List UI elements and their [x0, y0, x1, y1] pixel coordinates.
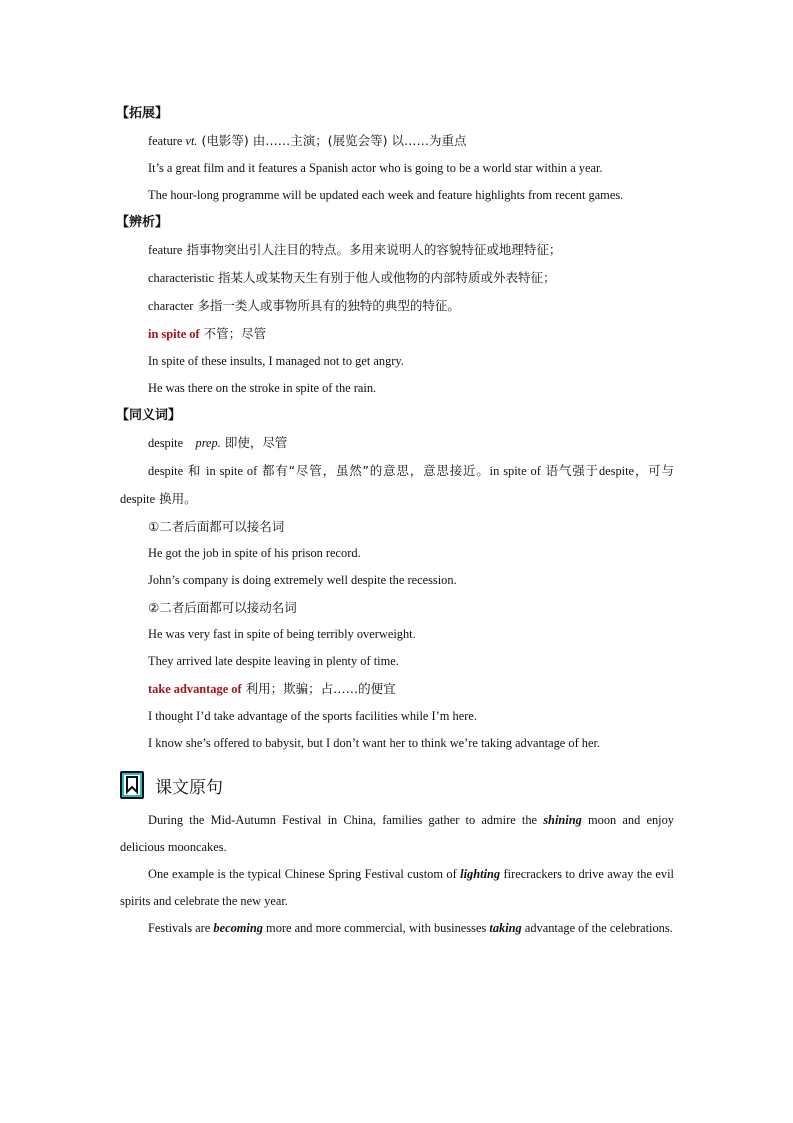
section-heading — [120, 771, 674, 799]
text-run: 和 — [183, 463, 207, 478]
content-column — [116, 100, 674, 942]
synonym-line-1 — [120, 429, 674, 457]
phrase-take-advantage-of — [120, 675, 674, 703]
text-run: firecrackers to drive away the evil spirits and celebrate the new year. — [120, 867, 674, 908]
text-run: ，可与 — [634, 463, 674, 478]
keyword-phrase: take advantage of — [148, 682, 242, 696]
emphasized-word: becoming — [213, 921, 263, 935]
term-characteristic: characteristic — [148, 271, 215, 285]
analysis-line-2 — [120, 264, 674, 292]
term-explanation: 指某人或某物天生有别于他人或他物的内部特质或外表特征； — [214, 270, 556, 285]
phrase-in-spite-of — [120, 320, 674, 348]
text-run: During the Mid-Autumn Festival in China, families gather to admire the — [148, 813, 544, 827]
term-explanation: 指事物突出引人注目的特点。多用来说明人的容貌特征或地理特征； — [182, 242, 562, 257]
term-explanation: 多指一类人或事物所具有的独特的典型的特征。 — [193, 298, 460, 313]
analysis-example-1: In spite of these insults, I managed not to get angry. — [148, 354, 404, 368]
section-title: 课文原句 — [155, 777, 223, 798]
extend-example-2: The hour-long programme will be updated each week and feature highlights from recent games. — [148, 188, 624, 202]
emphasized-word: shining — [543, 813, 582, 827]
emphasized-word: taking — [489, 921, 522, 935]
text-run: more and more commercial, with businesses — [262, 921, 490, 935]
text-run: One example is the typical Chinese Spring Festival custom of — [148, 867, 461, 881]
analysis-header: 【辨析】 — [116, 215, 169, 230]
analysis-line-1 — [120, 236, 674, 264]
term-feature: feature — [148, 243, 183, 257]
phrase-meaning: 利用；欺骗；占……的便宜 — [241, 681, 396, 696]
keyword-phrase: in spite of — [148, 327, 200, 341]
term-character: character — [148, 299, 194, 313]
extend-example-1: It’s a great film and it features a Spanish actor who is going to be a world star within a year. — [148, 161, 603, 175]
definition-text: (电影等) 由……主演；(展览会等) 以……为重点 — [197, 133, 467, 148]
text-run: moon and enjoy delicious mooncakes. — [120, 813, 674, 854]
synonym-example-3: He was very fast in spite of being terribly overweight. — [148, 627, 416, 641]
text-run: 换用。 — [155, 491, 197, 506]
part-of-speech: vt. — [182, 134, 198, 148]
synonym-example-4: They arrived late despite leaving in plenty of time. — [148, 654, 399, 668]
extend-header: 【拓展】 — [116, 106, 169, 121]
headword: feature — [148, 134, 183, 148]
synonym-comparison — [120, 457, 674, 513]
text-run: Festivals are — [148, 921, 214, 935]
synonym-meaning: 即使，尽管 — [220, 435, 288, 450]
text-run: despite — [598, 464, 635, 478]
analysis-line-3 — [120, 292, 674, 320]
text-run: 都有“尽管，虽然”的意思，意思接近。 — [257, 463, 490, 478]
text-run: advantage of the celebrations. — [521, 921, 673, 935]
text-sentence-3 — [120, 915, 674, 942]
synonym-word: despite — [148, 436, 184, 450]
synonym-header: 【同义词】 — [116, 408, 182, 423]
synonym-example-6: I know she’s offered to babysit, but I don’t want her to think we’re taking advantage of her. — [148, 736, 601, 750]
text-sentence-1 — [120, 807, 674, 861]
text-run: despite — [120, 492, 156, 506]
phrase-meaning: 不管；尽管 — [199, 326, 267, 341]
text-run: 语气强于 — [540, 463, 599, 478]
synonym-example-2: John’s company is doing extremely well despite the recession. — [148, 573, 457, 587]
emphasized-word: lighting — [460, 867, 501, 881]
extend-definition — [120, 127, 674, 155]
part-of-speech: prep. — [195, 436, 221, 450]
text-run: despite — [148, 464, 184, 478]
synonym-example-1: He got the job in spite of his prison record. — [148, 546, 361, 560]
synonym-example-5: I thought I’d take advantage of the sports facilities while I’m here. — [148, 709, 477, 723]
usage-note-1: ①二者后面都可以接名词 — [148, 519, 285, 534]
usage-note-2: ②二者后面都可以接动名词 — [148, 600, 297, 615]
bookmark-icon — [120, 771, 144, 799]
text-sentence-2 — [120, 861, 674, 915]
text-run: in spite of — [489, 464, 541, 478]
text-run: in spite of — [206, 464, 258, 478]
analysis-example-2: He was there on the stroke in spite of the rain. — [148, 381, 377, 395]
